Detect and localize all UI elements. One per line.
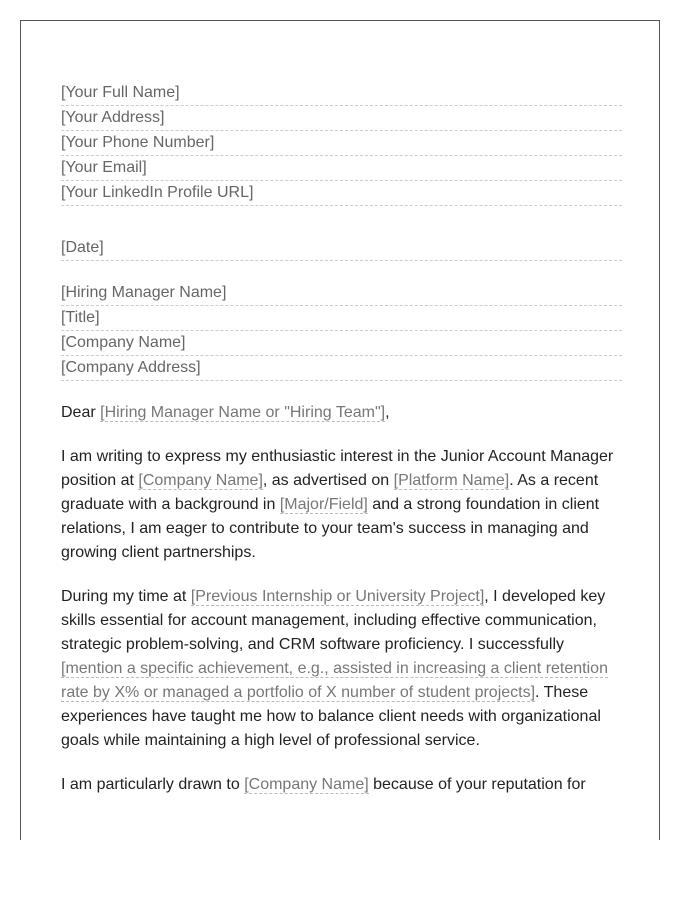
paragraph-text: , as advertised on: [262, 472, 394, 489]
paragraph-text: . These experiences have taught me how to balance client needs with organizational goals while maintaining a high level of professional service.: [61, 684, 601, 749]
company-name-placeholder[interactable]: [Company Name]: [138, 472, 263, 489]
paragraph-text: , I developed key skills essential for account management, including effective communication, strategic problem-solving, and CRM software proficiency. I successfully: [61, 588, 606, 653]
recipient-block: [61, 281, 622, 381]
sender-address-field[interactable]: [Your Address]: [61, 106, 622, 131]
company-name-placeholder[interactable]: [Company Name]: [244, 776, 369, 793]
achievement-placeholder[interactable]: [mention a specific achievement, e.g., assisted in increasing a client retention rate by X% or managed a portfolio of X number of student projects]: [61, 660, 608, 701]
sender-phone-field[interactable]: [Your Phone Number]: [61, 131, 622, 156]
platform-name-placeholder[interactable]: [Platform Name]: [393, 472, 510, 489]
paragraph-company-interest: [61, 773, 622, 797]
sender-linkedin-field[interactable]: [Your LinkedIn Profile URL]: [61, 181, 622, 206]
paragraph-text: I am writing to express my enthusiastic interest in the Junior Account Manager position at: [61, 448, 614, 489]
cover-letter-body: [61, 81, 622, 817]
paragraph-text: I am particularly drawn to: [61, 776, 245, 793]
salutation-placeholder[interactable]: [Hiring Manager Name or "Hiring Team"]: [100, 404, 386, 421]
sender-full-name-field[interactable]: [Your Full Name]: [61, 81, 622, 106]
paragraph-text: During my time at: [61, 588, 191, 605]
salutation-prefix: Dear: [61, 404, 101, 421]
sender-block: [61, 81, 622, 206]
recipient-company-name-field[interactable]: [Company Name]: [61, 331, 622, 356]
salutation: [61, 401, 622, 425]
paragraph-text: . As a recent graduate with a background in: [61, 472, 599, 513]
document-page: [20, 20, 660, 840]
paragraph-text: and a strong foundation in client relations, I am eager to contribute to your team's success in managing and growing client partnerships.: [61, 496, 600, 561]
sender-email-field[interactable]: [Your Email]: [61, 156, 622, 181]
paragraph-intro: [61, 445, 622, 565]
paragraph-text: because of your reputation for: [368, 776, 586, 793]
date-field[interactable]: [Date]: [61, 236, 622, 261]
recipient-company-address-field[interactable]: [Company Address]: [61, 356, 622, 381]
salutation-suffix: ,: [385, 404, 390, 421]
internship-project-placeholder[interactable]: [Previous Internship or University Project]: [190, 588, 485, 605]
major-field-placeholder[interactable]: [Major/Field]: [279, 496, 368, 513]
recipient-title-field[interactable]: [Title]: [61, 306, 622, 331]
recipient-manager-name-field[interactable]: [Hiring Manager Name]: [61, 281, 622, 306]
paragraph-experience: [61, 585, 622, 753]
